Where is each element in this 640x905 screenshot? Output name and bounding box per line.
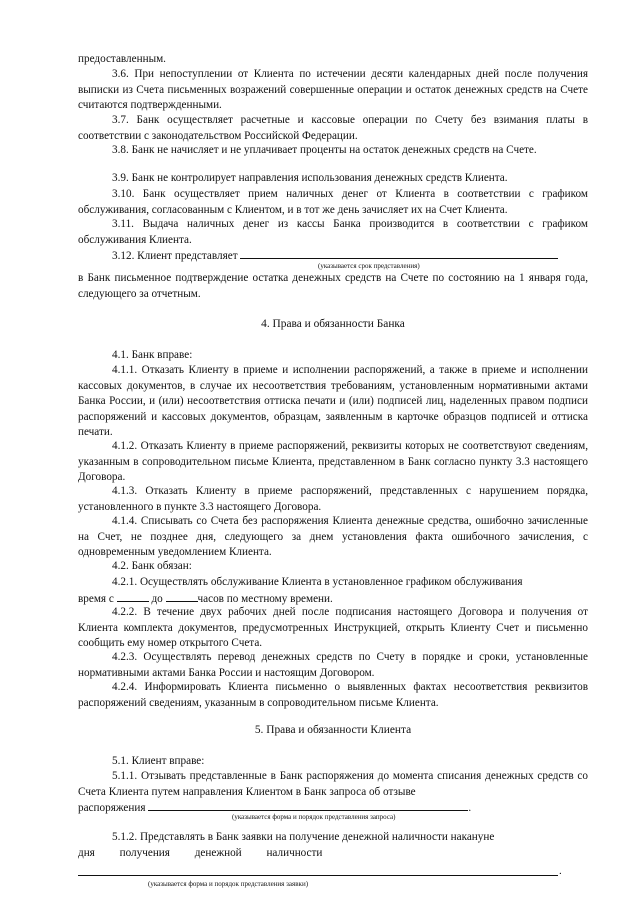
clause-3-12-label: 3.12. Клиент представляет [112, 250, 238, 262]
clause-4-2: 4.2. Банк обязан: [112, 560, 192, 572]
clause-4-1-1: 4.1.1. Отказать Клиенту в приеме и исполнении распоряжений, а также в приеме и исполнении кассовых документов, в случае их несоответствия требованиям, установленным нормативными актами Банка России, и (или) несоответствия оттиска печати и (или) подписей лиц, наделенных правом подписи распоряжений и кассовых документов, образцам, заявленным в карточке образцов подписей и оттиска печати. [78, 364, 588, 438]
clause-3-11: 3.11. Выдача наличных денег из кассы Банка производится в соответствии с графиком обслуживания Клиента. [78, 218, 588, 246]
period: . [559, 865, 562, 877]
time-to-blank [166, 590, 198, 602]
time-to-label: до [151, 593, 163, 605]
clause-4-1-4: 4.1.4. Списывать со Счета без распоряжения Клиента денежные средства, ошибочно зачисленные на Счет, не позднее дня, следующего за днем установления факта ошибочного зачисления, с одновременным уведомлением Клиента. [78, 515, 588, 558]
clause-3-8: 3.8. Банк не начисляет и не уплачивает проценты на остаток денежных средств на Счете. [112, 144, 537, 156]
clause-3-10: 3.10. Банк осуществляет прием наличных денег от Клиента в соответствии с графиком обслуживания, согласованным с Клиентом, и в тот же день зачисляет их на Счет Клиента. [78, 188, 588, 216]
clause-4-2-4: 4.2.4. Информировать Клиента письменно о выявленных фактах несоответствия реквизитов распоряжений сведениям, указанным в сопроводительном письме Клиента. [78, 681, 588, 709]
clause-5-1-2-cont: дня получения денежной наличности [78, 847, 323, 859]
section-5-heading: 5. Права и обязанности Клиента [254, 724, 412, 736]
clause-3-6: 3.6. При непоступлении от Клиента по истечении десяти календарных дней после получения выписки из Счета письменных возражений совершенные операции и остаток денежных средств на Счете считаются подтвержденными. [78, 68, 588, 111]
order-note: (указывается форма и порядок представления запроса) [232, 813, 396, 821]
clause-4-2-1: 4.2.1. Осуществлять обслуживание Клиента в установленное графиком обслуживания [112, 576, 523, 588]
clause-4-1: 4.1. Банк вправе: [112, 349, 193, 361]
clause-3-12-end: в Банк письменное подтверждение остатка денежных средств на Счете по состоянию на 1 января года, следующего за отчетным. [78, 272, 588, 300]
text-line: предоставленным. [78, 53, 166, 65]
order-blank [148, 799, 468, 811]
clause-4-1-2: 4.1.2. Отказать Клиенту в приеме распоряжений, реквизиты которых не соответствуют сведениям, указанным в сопроводительном письме Клиента, представленном в Банк согласно пункту 3.3 настоящего Договора. [78, 440, 588, 483]
time-from-label: время с [78, 593, 114, 605]
term-blank [240, 247, 558, 259]
time-from-blank [117, 590, 149, 602]
clause-5-1-1: 5.1.1. Отзывать представленные в Банк распоряжения до момента списания денежных средств со Счета Клиента путем направления Клиентом в Банк запроса об отзыве [78, 770, 588, 798]
clause-3-9: 3.9. Банк не контролирует направления использования денежных средств Клиента. [112, 172, 508, 184]
section-4-heading: 4. Права и обязанности Банка [261, 318, 405, 330]
clause-4-2-2: 4.2.2. В течение двух рабочих дней после подписания настоящего Договора и получения от Клиента комплекта документов, предусмотренных Инструкцией, открыть Клиенту Счет и письменно сообщить ему номер открытого Счета. [78, 606, 588, 649]
order-label: распоряжения [78, 802, 146, 814]
term-note: (указывается срок представления) [318, 262, 420, 270]
request-blank [78, 875, 558, 876]
clause-4-1-3: 4.1.3. Отказать Клиенту в приеме распоряжений, представленных с нарушением порядка, установленного в пункте 3.3 настоящего Договора. [78, 485, 588, 513]
clause-5-1-2: 5.1.2. Представлять в Банк заявки на получение денежной наличности накануне [112, 831, 495, 843]
request-note: (указывается форма и порядок представления заявки) [148, 880, 309, 888]
clause-3-7: 3.7. Банк осуществляет расчетные и кассовые операции по Счету без взимания платы в соответствии с законодательством Российской Федерации. [78, 114, 588, 142]
period: . [468, 802, 472, 814]
time-suffix: часов по местному времени. [197, 593, 333, 605]
clause-5-1: 5.1. Клиент вправе: [112, 755, 205, 767]
clause-4-2-3: 4.2.3. Осуществлять перевод денежных средств по Счету в порядке и сроки, установленные нормативными актами Банка России и настоящим Договором. [78, 651, 588, 679]
